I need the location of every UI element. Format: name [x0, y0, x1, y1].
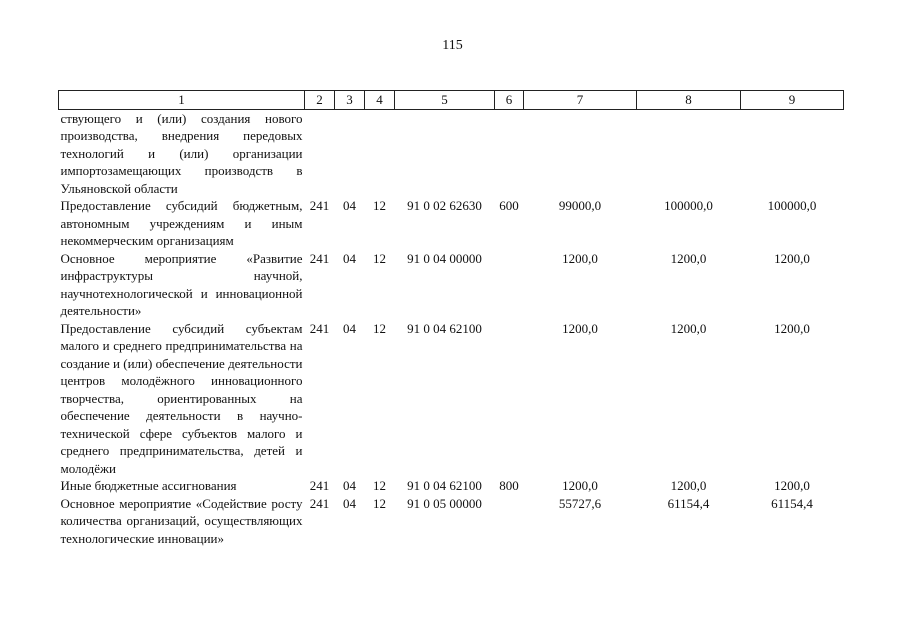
cell-c8: [637, 109, 741, 197]
header-row: [59, 91, 844, 110]
cell-c2: 241: [309, 198, 330, 213]
cell-c7: 1200,0: [562, 250, 598, 266]
table-row: [59, 197, 844, 250]
cell-c9: 1200,0: [774, 250, 810, 266]
cell-c3: 04: [343, 250, 356, 266]
cell-c6: [495, 109, 524, 197]
cell-c3: 04: [343, 320, 356, 336]
column-header: 8: [637, 91, 741, 110]
cell-c5: 91 0 04 62100: [407, 320, 482, 336]
cell-c3: [335, 109, 365, 197]
cell-c3: 04: [343, 495, 356, 511]
cell-c6: [495, 250, 524, 320]
column-header: 3: [335, 91, 365, 110]
cell-c4: 12: [373, 495, 386, 511]
cell-c6: 800: [499, 478, 519, 493]
cell-c9: [741, 109, 844, 197]
cell-c5: 91 0 04 00000: [407, 250, 482, 266]
cell-c5: 91 0 05 00000: [407, 495, 482, 511]
cell-c2: [305, 109, 335, 197]
row-name: Основное мероприятие «Развитие инфраструктуры научной, научнотехнологической и инновационной деятельности»: [60, 250, 303, 318]
cell-c9: 100000,0: [767, 198, 817, 213]
cell-c5: 91 0 02 62630: [407, 198, 482, 213]
cell-c9: 1200,0: [774, 478, 810, 493]
cell-c7: [524, 109, 637, 197]
row-name: Предоставление субсидий бюджетным, автономным учреждениям и иным некоммерческим организациям: [60, 198, 303, 248]
cell-c3: 04: [343, 198, 356, 213]
cell-c7: 1200,0: [562, 478, 598, 493]
row-name: ствующего и (или) создания нового производства, внедрения передовых технологий и (или) организации импортозамещающих производств в Ульяновской области: [60, 110, 303, 196]
budget-table: [58, 90, 844, 547]
column-header: 9: [741, 91, 844, 110]
column-header: 7: [524, 91, 637, 110]
cell-c7: 1200,0: [562, 320, 598, 336]
column-header: 4: [365, 91, 395, 110]
cell-c2: 241: [309, 495, 330, 511]
table-row: [59, 495, 844, 548]
page-number: 115: [442, 38, 463, 53]
cell-c4: 12: [373, 478, 386, 493]
cell-c6: 600: [499, 198, 519, 213]
table-row: [59, 250, 844, 320]
cell-c3: 04: [343, 478, 356, 493]
cell-c8: 100000,0: [664, 198, 713, 213]
table-row: [59, 320, 844, 478]
cell-c7: 99000,0: [558, 198, 602, 213]
row-name: Основное мероприятие «Содействие росту количества организаций, осуществляющих технологические инновации»: [60, 495, 303, 546]
cell-c4: 12: [373, 250, 386, 266]
column-header: 6: [495, 91, 524, 110]
column-header: 1: [59, 91, 305, 110]
cell-c5: 91 0 04 62100: [407, 478, 482, 493]
cell-c2: 241: [309, 250, 330, 266]
cell-c5: [395, 109, 495, 197]
cell-c2: 241: [309, 478, 330, 493]
cell-c7: 55727,6: [558, 495, 602, 511]
cell-c8: 1200,0: [670, 320, 707, 336]
row-name: Иные бюджетные ассигнования: [60, 478, 237, 493]
cell-c4: 12: [373, 198, 386, 213]
cell-c8: 1200,0: [670, 478, 707, 493]
cell-c8: 1200,0: [670, 250, 707, 266]
table-row: [59, 109, 844, 197]
cell-c9: 61154,4: [771, 495, 813, 511]
cell-c4: 12: [373, 320, 386, 336]
cell-c9: 1200,0: [774, 320, 810, 336]
column-header: 5: [395, 91, 495, 110]
cell-c6: [495, 320, 524, 478]
cell-c8: 61154,4: [667, 495, 710, 511]
table-row: [59, 477, 844, 495]
column-header: 2: [305, 91, 335, 110]
cell-c4: [365, 109, 395, 197]
row-name: Предоставление субсидий субъектам малого и среднего предпринимательства на создание и (или) обеспечение деятельности центров молодёжного инновационного творчества, ориентированных на обеспечение деятельности в научно-технической сфере субъектов малого и среднего предпринимательства, детей и молодёжи: [60, 320, 303, 476]
cell-c2: 241: [309, 320, 330, 336]
cell-c6: [495, 495, 524, 548]
